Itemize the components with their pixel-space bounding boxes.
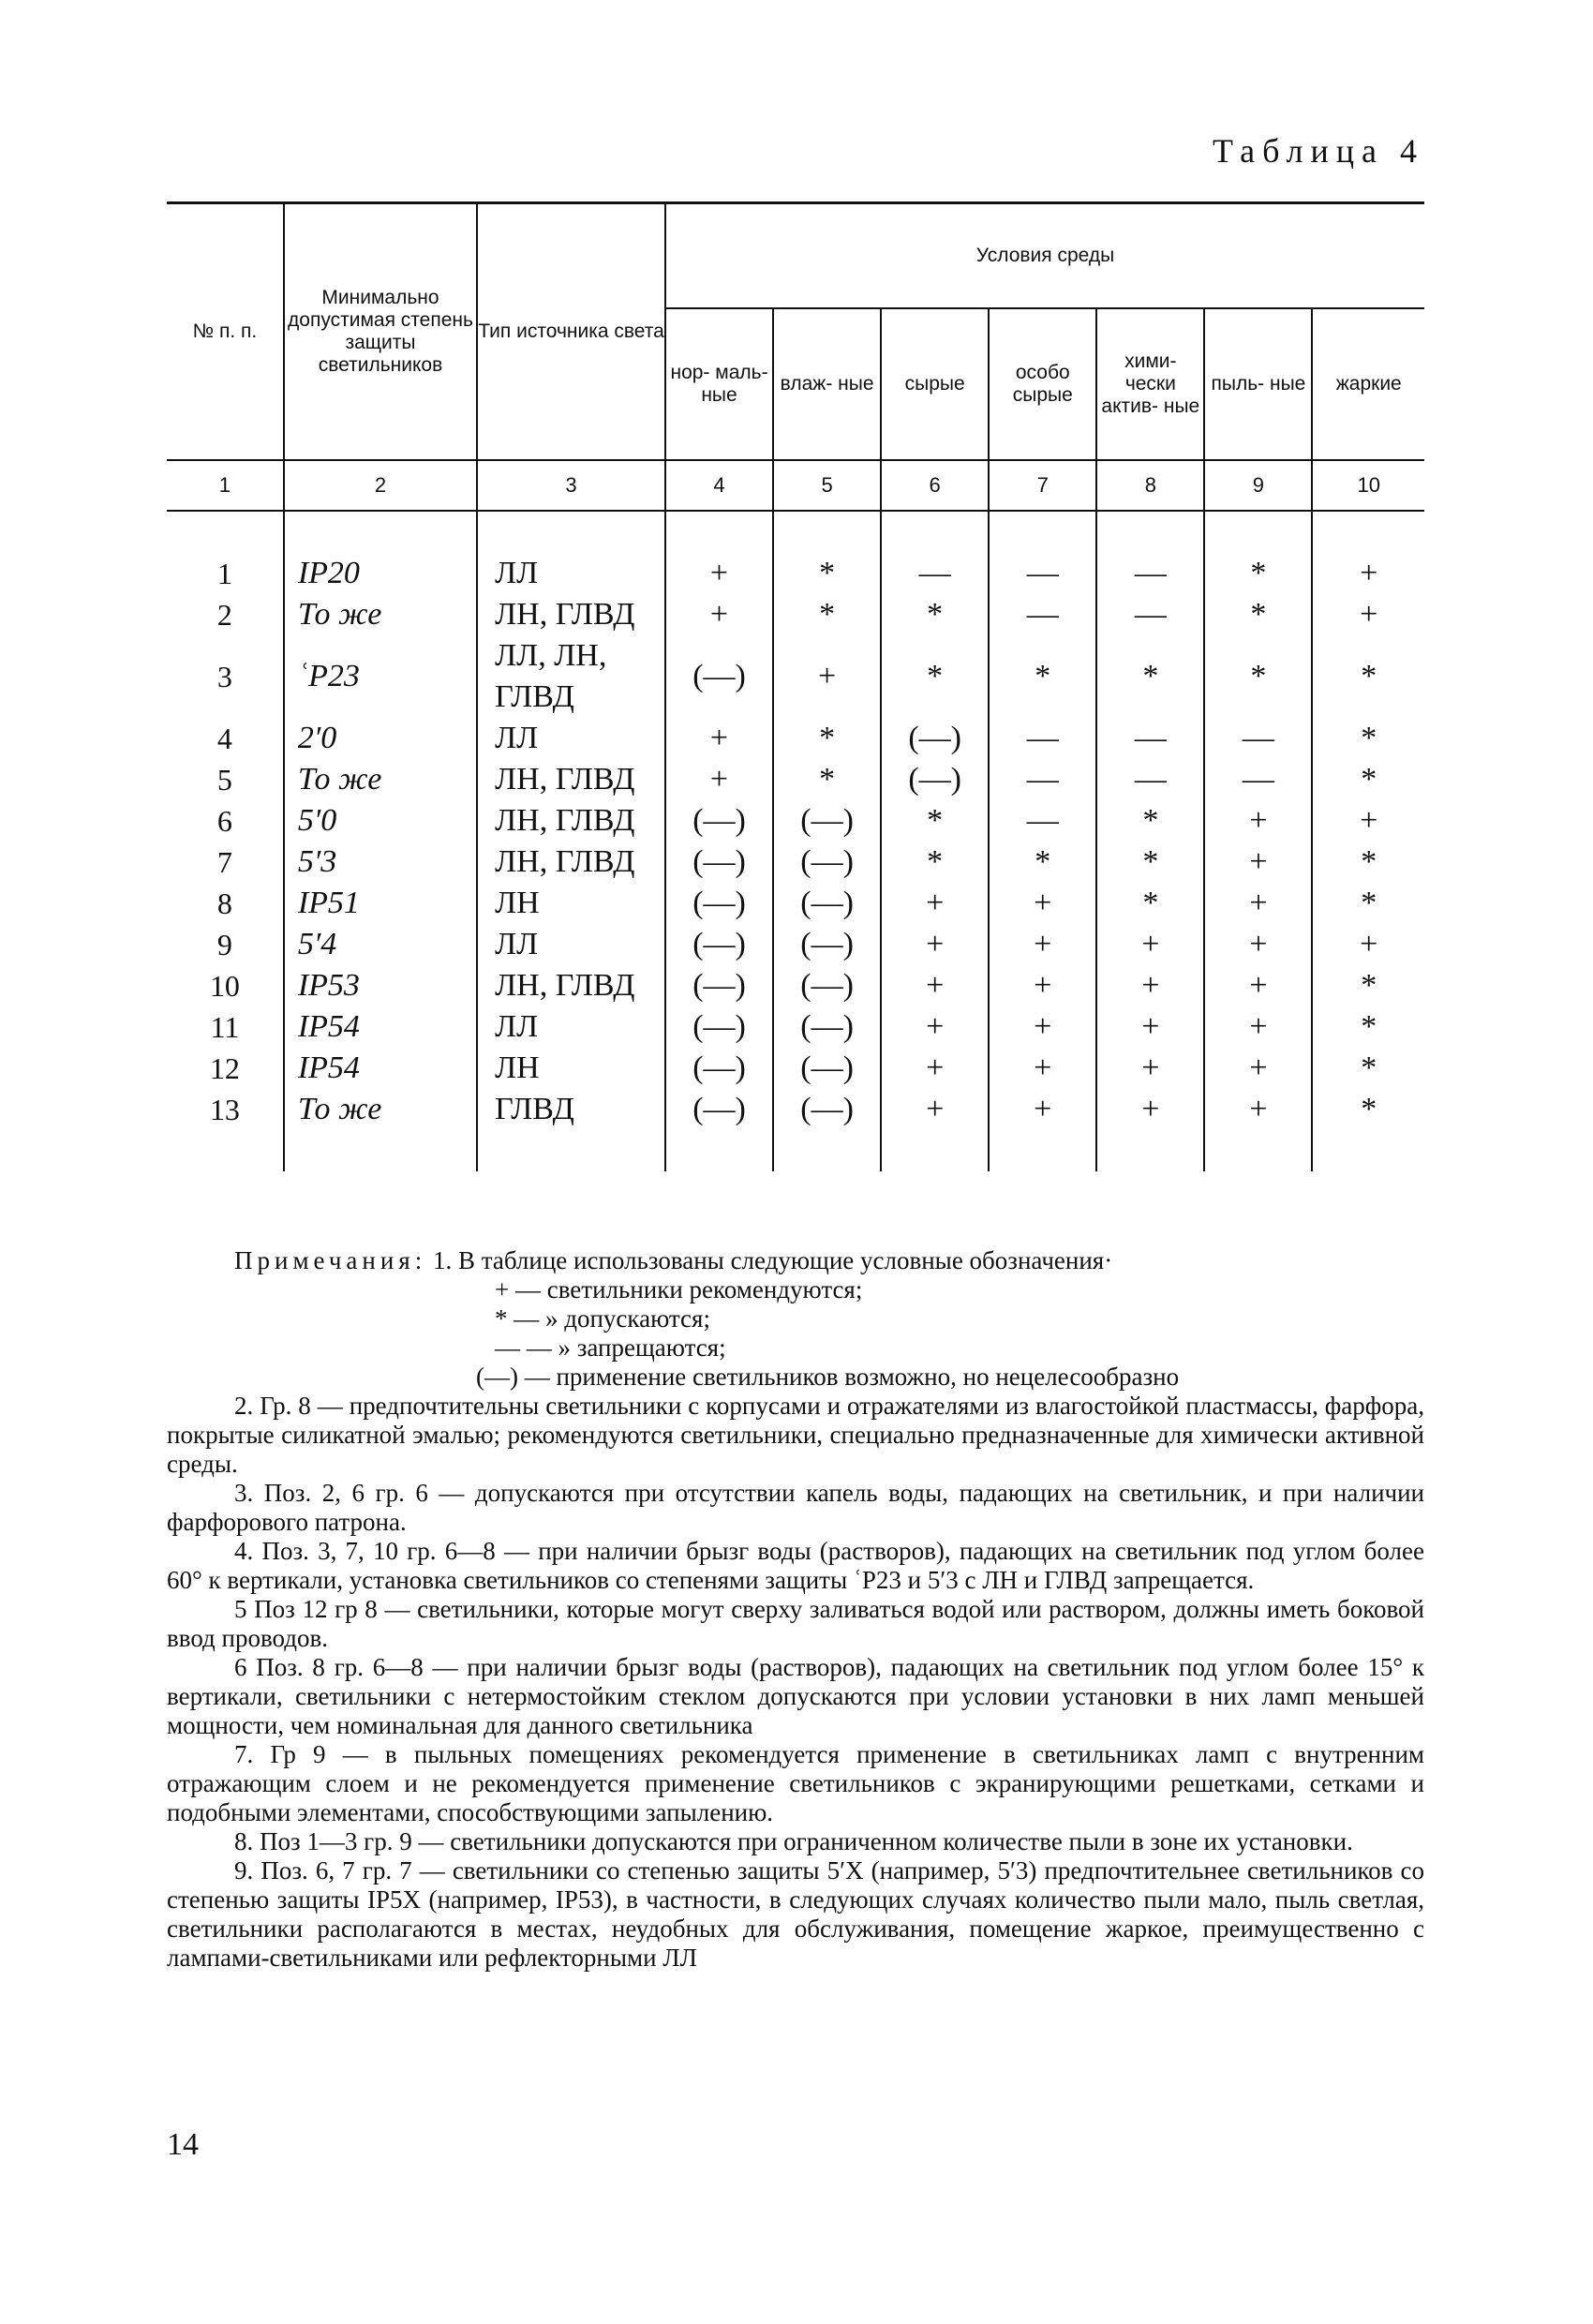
condition-mark: (—)	[773, 800, 881, 842]
condition-mark: *	[1204, 635, 1312, 718]
condition-mark: +	[665, 553, 773, 594]
condition-mark: +	[881, 883, 989, 924]
row-number: 9	[167, 924, 284, 965]
condition-mark: +	[665, 594, 773, 635]
light-source: ЛН, ГЛВД	[477, 965, 665, 1006]
light-source: ЛН, ГЛВД	[477, 800, 665, 842]
row-number: 5	[167, 759, 284, 800]
condition-mark: (—)	[881, 759, 989, 800]
light-source: ЛЛ	[477, 553, 665, 594]
condition-mark: +	[665, 718, 773, 759]
condition-mark: +	[989, 1089, 1096, 1130]
condition-mark: +	[1096, 965, 1204, 1006]
condition-mark: —	[1096, 759, 1204, 800]
condition-mark: *	[1312, 1048, 1424, 1089]
condition-mark: (—)	[665, 800, 773, 842]
condition-mark: *	[773, 594, 881, 635]
table-row	[167, 883, 1424, 924]
light-source: ЛЛ	[477, 924, 665, 965]
condition-mark: *	[773, 718, 881, 759]
condition-mark: —	[1096, 553, 1204, 594]
condition-mark: (—)	[665, 1006, 773, 1048]
condition-mark: —	[989, 800, 1096, 842]
condition-mark: +	[665, 759, 773, 800]
condition-mark: *	[881, 635, 989, 718]
table-title: Таблица 4	[1213, 132, 1424, 170]
condition-mark: —	[989, 594, 1096, 635]
environment-table	[167, 201, 1424, 1171]
col-number: 3	[477, 460, 665, 511]
condition-mark: —	[989, 718, 1096, 759]
condition-mark: —	[1204, 718, 1312, 759]
condition-mark: (—)	[665, 883, 773, 924]
col-number: 1	[167, 460, 284, 511]
condition-mark: *	[1312, 759, 1424, 800]
header-cond-7: жаркие	[1312, 308, 1424, 460]
condition-mark: +	[1312, 594, 1424, 635]
condition-mark: *	[1096, 800, 1204, 842]
note-9: 9. Поз. 6, 7 гр. 7 — светильники со степенью защиты 5′X (например, 5′3) предпочтительнее светильников со степенью защиты IP5X (например, IP53), в частности, в следующих случаях количество пыли мало, пыль светлая, светильники располагаются в местах, неудобных для обслуживания, помещение жаркое, преимущественно с лампами-светильниками или рефлекторными ЛЛ	[167, 1856, 1424, 1972]
condition-mark: +	[1204, 842, 1312, 883]
row-number: 1	[167, 553, 284, 594]
condition-mark: +	[1096, 1006, 1204, 1048]
table-row	[167, 718, 1424, 759]
condition-mark: +	[1312, 924, 1424, 965]
col-number: 9	[1204, 460, 1312, 511]
light-source: ЛН	[477, 1048, 665, 1089]
light-source: ЛЛ, ЛН, ГЛВД	[477, 635, 665, 718]
condition-mark: *	[1312, 842, 1424, 883]
table-row	[167, 1006, 1424, 1048]
header-cond-5: хими- чески актив- ные	[1096, 308, 1204, 460]
condition-mark: *	[1312, 1089, 1424, 1130]
condition-mark: —	[989, 759, 1096, 800]
header-cond-3: сырые	[881, 308, 989, 460]
col-number: 10	[1312, 460, 1424, 511]
condition-mark: (—)	[881, 718, 989, 759]
condition-mark: *	[1312, 1006, 1424, 1048]
protection-degree: То же	[284, 594, 477, 635]
light-source: ЛН, ГЛВД	[477, 759, 665, 800]
condition-mark: *	[1204, 553, 1312, 594]
table-row	[167, 1089, 1424, 1130]
condition-mark: *	[989, 842, 1096, 883]
header-degree: Минимально допустимая степень защиты светильников	[284, 203, 477, 461]
condition-mark: +	[881, 1048, 989, 1089]
condition-mark: (—)	[665, 924, 773, 965]
row-number: 11	[167, 1006, 284, 1048]
note-7: 7. Гр 9 — в пыльных помещениях рекомендуется применение в светильниках ламп с внутренним отражающим слоем и не рекомендуется применение светильников с экранирующими решетками, сетками и подобными элементами, способствующими запылению.	[167, 1740, 1424, 1826]
condition-mark: *	[881, 800, 989, 842]
header-conditions: Условия среды	[665, 203, 1424, 309]
row-number: 12	[167, 1048, 284, 1089]
condition-mark: (—)	[773, 1048, 881, 1089]
col-number: 7	[989, 460, 1096, 511]
condition-mark: *	[989, 635, 1096, 718]
condition-mark: (—)	[773, 1089, 881, 1130]
legend-4: (—) — применение светильников возможно, но нецелесообразно	[476, 1363, 1180, 1391]
protection-degree: IP53	[284, 965, 477, 1006]
table-row	[167, 553, 1424, 594]
row-number: 13	[167, 1089, 284, 1130]
row-number: 4	[167, 718, 284, 759]
table-row	[167, 924, 1424, 965]
condition-mark: *	[1312, 635, 1424, 718]
condition-mark: +	[1204, 883, 1312, 924]
protection-degree: То же	[284, 759, 477, 800]
condition-mark: *	[1096, 635, 1204, 718]
condition-mark: +	[1204, 1006, 1312, 1048]
table-row	[167, 1048, 1424, 1089]
condition-mark: +	[881, 924, 989, 965]
notes	[167, 1246, 1424, 1973]
row-number: 8	[167, 883, 284, 924]
table-row	[167, 965, 1424, 1006]
condition-mark: *	[881, 842, 989, 883]
note-8: 8. Поз 1—3 гр. 9 — светильники допускаются при ограниченном количестве пыли в зоне их установки.	[234, 1827, 1353, 1855]
row-number: 6	[167, 800, 284, 842]
condition-mark: —	[1096, 594, 1204, 635]
condition-mark: +	[1204, 1048, 1312, 1089]
condition-mark: (—)	[773, 883, 881, 924]
condition-mark: (—)	[665, 965, 773, 1006]
condition-mark: *	[773, 759, 881, 800]
page-number: 14	[167, 2127, 199, 2162]
protection-degree: ʿP23	[284, 635, 477, 718]
condition-mark: +	[1096, 1089, 1204, 1130]
condition-mark: —	[881, 553, 989, 594]
protection-degree: IP54	[284, 1048, 477, 1089]
condition-mark: +	[1204, 965, 1312, 1006]
light-source: ЛЛ	[477, 1006, 665, 1048]
condition-mark: +	[989, 1048, 1096, 1089]
row-number: 10	[167, 965, 284, 1006]
legend-1: + — светильники рекомендуются;	[495, 1275, 863, 1304]
condition-mark: —	[1204, 759, 1312, 800]
condition-mark: *	[1096, 883, 1204, 924]
col-number: 2	[284, 460, 477, 511]
protection-degree: 5′0	[284, 800, 477, 842]
note-6: 6 Поз. 8 гр. 6—8 — при наличии брызг воды (растворов), падающих на светильник под углом более 15° к вертикали, светильники с нетермостойким стеклом допускаются при условии установки в них ламп меньшей мощности, чем номинальная для данного светильника	[167, 1653, 1424, 1739]
col-number: 4	[665, 460, 773, 511]
condition-mark: *	[1096, 842, 1204, 883]
header-source: Тип источника света	[477, 203, 665, 461]
table-row	[167, 759, 1424, 800]
light-source: ЛН	[477, 883, 665, 924]
table-row	[167, 800, 1424, 842]
table-row	[167, 635, 1424, 718]
condition-mark: *	[1312, 718, 1424, 759]
note-4: 4. Поз. 3, 7, 10 гр. 6—8 — при наличии брызг воды (растворов), падающих на светильник под углом более 60° к вертикали, установка светильников со степенями защиты ʿP23 и 5′3 с ЛН и ГЛВД запрещается.	[167, 1537, 1424, 1594]
condition-mark: (—)	[665, 1089, 773, 1130]
condition-mark: +	[881, 1089, 989, 1130]
condition-mark: +	[1096, 924, 1204, 965]
protection-degree: 2′0	[284, 718, 477, 759]
condition-mark: +	[1204, 924, 1312, 965]
condition-mark: +	[881, 1006, 989, 1048]
protection-degree: 5′4	[284, 924, 477, 965]
condition-mark: (—)	[665, 1048, 773, 1089]
condition-mark: +	[1204, 1089, 1312, 1130]
row-number: 2	[167, 594, 284, 635]
table-row	[167, 842, 1424, 883]
table-row	[167, 594, 1424, 635]
col-number: 5	[773, 460, 881, 511]
header-cond-1: нор- маль- ные	[665, 308, 773, 460]
header-cond-4: особо сырые	[989, 308, 1096, 460]
condition-mark: —	[989, 553, 1096, 594]
condition-mark: (—)	[773, 965, 881, 1006]
light-source: ЛН, ГЛВД	[477, 594, 665, 635]
condition-mark: +	[1312, 800, 1424, 842]
header-cond-2: влаж- ные	[773, 308, 881, 460]
condition-mark: *	[1312, 883, 1424, 924]
condition-mark: *	[1204, 594, 1312, 635]
col-number: 8	[1096, 460, 1204, 511]
protection-degree: То же	[284, 1089, 477, 1130]
header-num: № п. п.	[167, 203, 284, 461]
legend-2: * — » допускаются;	[495, 1304, 710, 1333]
protection-degree: 5′3	[284, 842, 477, 883]
light-source: ЛН, ГЛВД	[477, 842, 665, 883]
protection-degree: IP54	[284, 1006, 477, 1048]
condition-mark: (—)	[773, 924, 881, 965]
row-number: 7	[167, 842, 284, 883]
condition-mark: +	[1096, 1048, 1204, 1089]
condition-mark: +	[989, 965, 1096, 1006]
header-cond-6: пыль- ные	[1204, 308, 1312, 460]
condition-mark: +	[773, 635, 881, 718]
col-number: 6	[881, 460, 989, 511]
notes-heading: Примечания:	[234, 1246, 427, 1274]
note-1: 1. В таблице использованы следующие условные обозначения·	[432, 1246, 1113, 1274]
condition-mark: (—)	[665, 635, 773, 718]
condition-mark: *	[881, 594, 989, 635]
legend-3: — — » запрещаются;	[495, 1333, 726, 1362]
condition-mark: *	[1312, 965, 1424, 1006]
protection-degree: IP51	[284, 883, 477, 924]
row-number: 3	[167, 635, 284, 718]
light-source: ЛЛ	[477, 718, 665, 759]
condition-mark: +	[881, 965, 989, 1006]
condition-mark: (—)	[665, 842, 773, 883]
condition-mark: +	[989, 924, 1096, 965]
condition-mark: (—)	[773, 842, 881, 883]
condition-mark: *	[773, 553, 881, 594]
protection-degree: IP20	[284, 553, 477, 594]
condition-mark: (—)	[773, 1006, 881, 1048]
condition-mark: —	[1096, 718, 1204, 759]
condition-mark: +	[1312, 553, 1424, 594]
condition-mark: +	[1204, 800, 1312, 842]
condition-mark: +	[989, 883, 1096, 924]
note-3: 3. Поз. 2, 6 гр. 6 — допускаются при отсутствии капель воды, падающих на светильник, и при наличии фарфорового патрона.	[167, 1479, 1424, 1536]
note-5: 5 Поз 12 гр 8 — светильники, которые могут сверху заливаться водой или раствором, должны иметь боковой ввод проводов.	[167, 1595, 1424, 1652]
light-source: ГЛВД	[477, 1089, 665, 1130]
condition-mark: +	[989, 1006, 1096, 1048]
note-2: 2. Гр. 8 — предпочтительны светильники с корпусами и отражателями из влагостойкой пластмассы, фарфора, покрытые силикатной эмалью; рекомендуются светильники, специально предназначенные для химически активной среды.	[167, 1392, 1424, 1478]
